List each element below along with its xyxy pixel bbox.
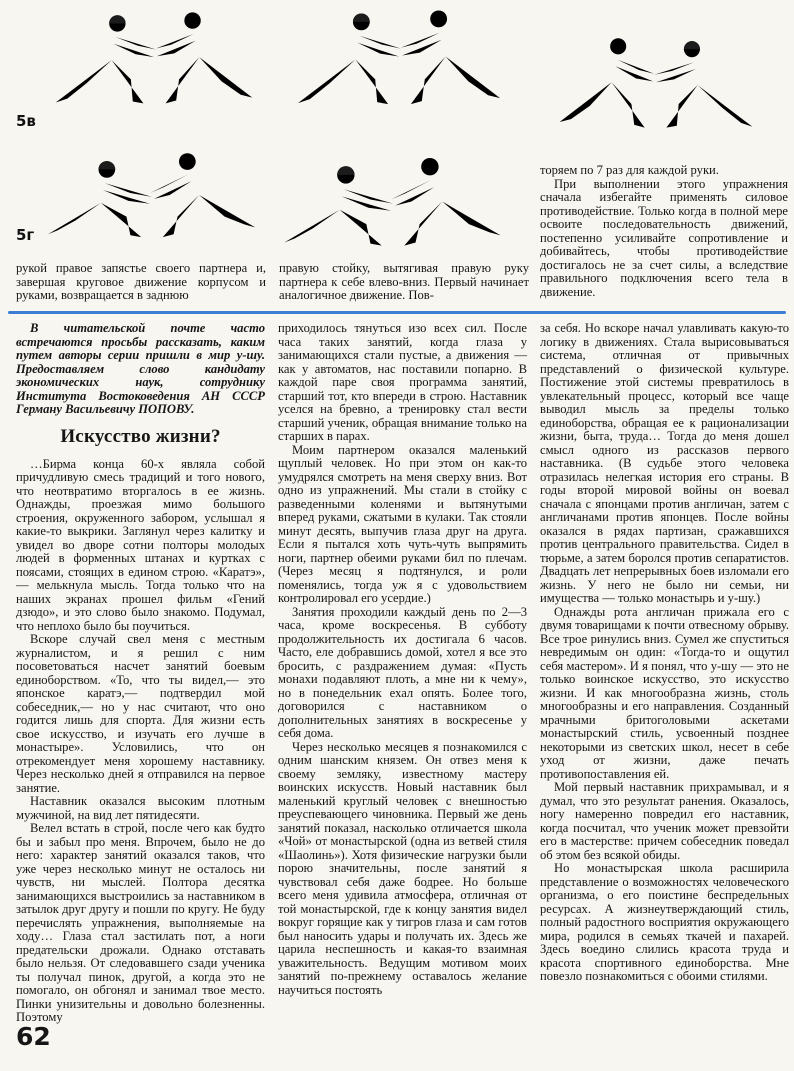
- paragraph: за себя. Но вскоре начал улавливать какую-то логику в движениях. Стала вырисовываться система, отличная от привычных представлений о физической культуре. Постижение этой системы превратилось в увлекательный процесс, который все чаще выводил мысль за пределы только единоборства, обращая ее к рационализации жизни, быта, труда… Тогда до меня дошел смысл одного из рассказов первого наставника. (В судьбе этого человека отразилась нелегкая история его страны. В годы второй мировой войны он воевал сначала с японцами против англичан, затем с англичанами против японцев. После войны оказался в рядах партизан, сражавшихся против центрального правительства. Сидел в тюрьме, а затем боролся против сепаратистов. Двадцать лет непрерывных боев изломали его жизнь. У него не было ни семьи, ни имущества — только монастырь и у-шу.): [540, 321, 789, 605]
- caption-middle-text: правую стойку, вытягивая правую руку партнера к себе влево-вниз. Первый начинает аналогичное движение. Пов-: [279, 261, 529, 302]
- caption-right-lead: торяем по 7 раз для каждой руки.: [540, 163, 719, 177]
- caption-left-column: [16, 262, 266, 303]
- paragraph: Однажды рота англичан прижала его с двумя товарищами к почти отвесному обрыву. Все трое ринулись вниз. Сумел же спуститься невредимым он один: «Тогда-то и ощутил себя мастером». И я понял, что у-шу — это не только воинское искусство, это искусство жизни. И как многообразна жизнь, столь многообразны и его направления. Созданный мрачными бритоголовыми аскетами монастырский стиль, усвоенный позднее некоторыми из светских школ, несет в себе уход от жизни, даже печать противопоставления ей.: [540, 604, 789, 781]
- article-column-right: [540, 322, 789, 1025]
- paragraph: Но монастырская школа расширила представление о возможностях человеческого организма, о его поистине беспредельных ресурсах. А жизнеутверждающий стиль, полный радостного восприятия окружающего мира, родился в семьях ткачей и пахарей. Здесь воедино слились красота труда и красота спортивного единоборства. Мне повезло познакомиться с обоими стилями.: [540, 861, 789, 983]
- paragraph: Через несколько месяцев я познакомился с одним шанским князем. Он отвез меня к своему земляку, известному мастеру воинских искусств. Новый наставник был маленький круглый человек с внешностью преуспевающего чиновника. Первый же день занятий показал, насколько отличается школа «Чой» от монастырской (одна из ветвей стиля «Шаолинь»). Хотя физические нагрузки были порою значительны, после занятий я чувствовал себя даже бодрее. Но больше всего меня удивила атмосфера, отличная от той монастырской, где к концу занятия видел вокруг горящие как у тигров глаза и сам готов был наносить удары и получать их. Здесь же царила неспешность и какая-то взаимная уважительность. Ведущим мотивом моих занятий по-прежнему оставалось желание научиться постоять: [278, 739, 527, 997]
- caption-middle-column: [279, 262, 529, 303]
- figure-5g-illustration: [44, 134, 260, 252]
- caption-left-text: рукой правое запястье своего партнера и, завершая круговое движение корпусом и руками, возвращается в заднюю: [16, 261, 266, 302]
- paragraph: …Бирма конца 60-х являла собой причудливую смесь традиций и того нового, что неотвратимо вторгалось в ее жизнь. Однажды, проезжая мимо большого строения, окруженного забором, услышал я какие-то выкрики. Заглянул через калитку и увидел во дворе сотни полторы молодых людей в форменных штанах и куртках с поясами, стоящих в едином строю. «Каратэ»,— мелькнула мысль. Тогда только что на наших экранах прошел фильм «Гений дзюдо», и это слово было знакомо. Подумал, что неплохо было бы поучиться.: [16, 456, 265, 633]
- article-columns: [16, 322, 789, 1025]
- figure-label-5v: 5в: [16, 112, 36, 130]
- caption-right-column: [540, 164, 788, 299]
- paragraph: Мой первый наставник прихрамывал, и я думал, что это результат ранения. Оказалось, ногу намеренно повредил его наставник, когда посчитал, что ученик может превзойти его в мастерстве: причем собеседник поведал об этом без всякой обиды.: [540, 780, 789, 862]
- paragraph: Наставник оказался высоким плотным мужчиной, на вид лет пятидесяти.: [16, 794, 265, 822]
- article-headline: Искусство жизни?: [60, 425, 221, 447]
- caption-right-note: При выполнении этого упражнения сначала избегайте применять силовое противодействие. Только когда в полной мере освоите последовательность движений, постепенно усиливайте сопротивление и добивайтесь, чтобы противодействие достигалось не за счет силы, а вследствие правильного подключения всего тела в движение.: [540, 176, 788, 299]
- paragraph: приходилось тянуться изо всех сил. После часа таких занятий, когда глаза у занимающихся стали пустые, а движения — как у автоматов, нас поставили попарно. В каждой паре своя программа занятий, старший тот, кто впереди в строю. Наставник уселся на бревно, а тренировку стал вести старший ученик, обращая внимание только на старших в парах.: [278, 321, 527, 443]
- paragraph: Вскоре случай свел меня с местным журналистом, и я решил с ним посоветоваться насчет занятий боевым единоборством. «То, что ты видел,— это японское каратэ,— подтвердил мой собеседник,— но у нас считают, что оно годится лишь для спорта. Для жизни есть свое искусство, и изучать его лучше в монастыре». Условились, что он отрекомендует меня хорошему наставнику. Через несколько дней я отправился на первое занятие.: [16, 632, 265, 795]
- paragraph: Велел встать в строй, после чего как будто бы и забыл про меня. Впрочем, было не до него: характер занятий оказался таков, что уже через несколько минут не осталось ни чувств, ни мыслей. Полтора десятка занимающихся выстроились за наставником в затылок друг другу и пошли по кругу. Не буду перечислять упражнения, выполняемые на ходу… Глаза стал застилать пот, а ноги предательски дрожали. Однако отставать было нельзя. От следовавшего сзади ученика ты получал пинок, другой, а когда это не помогало, он обгонял и занимал твое место. Пинки унизительны и довольно болезненны. Поэтому: [16, 821, 265, 1024]
- right-top-illustration: [552, 26, 760, 148]
- paragraph: Моим партнером оказался маленький щуплый человек. Но при этом он как-то умудрялся смотреть на меня сверху вниз. Вот одно из упражнений. Мы стали в стойку с разведенными коленями и вытянутыми вперед руками, сжатыми в кулаки. Так стояли минут десять, выпучив глаза друг на друга. Если я пытался хоть чуть-чуть выпрямить ноги, партнер обеими руками бил по плечам. (Через месяц я подтянулся, и роли поменялись, тогда уж я с удовольствием контролировал его усердие.): [278, 442, 527, 605]
- section-divider: [8, 311, 786, 314]
- article-column-middle: [278, 322, 527, 1025]
- middle-bottom-illustration: [280, 138, 506, 261]
- page-number: 62: [16, 1022, 51, 1051]
- article-column-left: [16, 322, 265, 1025]
- figure-5v-illustration: [48, 4, 260, 120]
- figure-label-5g: 5г: [16, 226, 35, 244]
- editorial-intro: В читательской почте часто встречаются просьбы рассказать, каким путем авторы серии пришли в мир у-шу. Предоставляем слово кандидату экономических наук, сотруднику Института Востоковедения АН СССР Герману Васильевичу ПОПОВУ.: [16, 321, 265, 416]
- middle-top-illustration: [290, 2, 508, 121]
- paragraph: Занятия проходили каждый день по 2—3 часа, кроме воскресенья. В субботу продолжительность их достигала 6 часов. Часто, еле добравшись домой, хотел я все это бросить, с раздражением думая: «Пусть монахи подавляют плоть, а мне ни к чему», но в понедельник ехал опять. Более того, договорился с наставником о дополнительных занятиях в воскресенье у себя дома.: [278, 604, 527, 740]
